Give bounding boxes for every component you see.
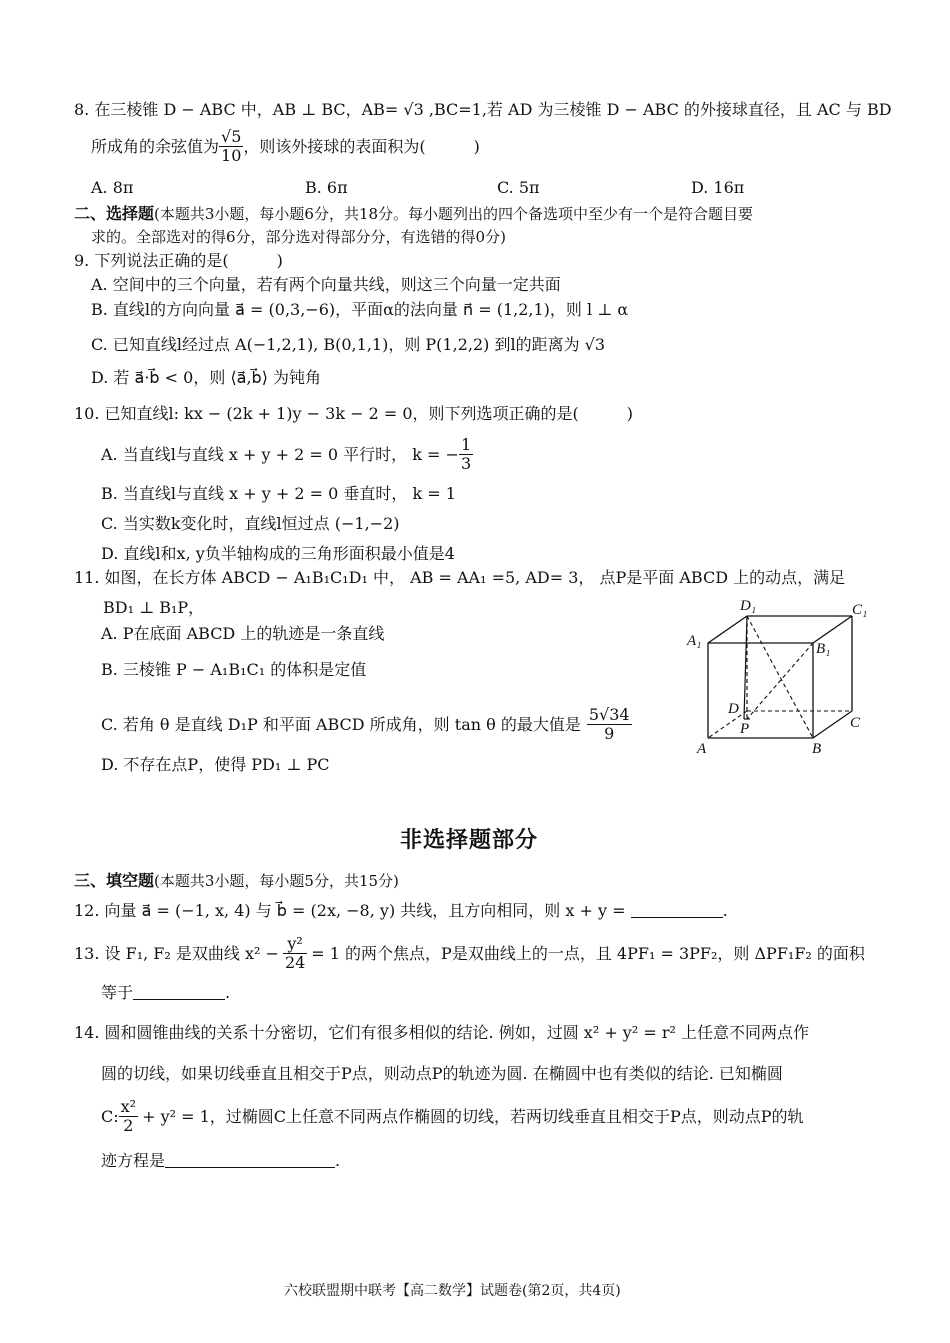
q14-end: . <box>335 1151 341 1170</box>
q11-line1: 11. 如图，在长方体 ABCD − A₁B₁C₁D₁ 中， AB = AA₁ =5, AD= 3， 点P是平面 ABCD 上的动点，满足 <box>74 568 846 587</box>
q14-fraction <box>119 1098 138 1135</box>
q8-frac-denominator: 10 <box>221 146 242 165</box>
q10-frac-numerator: 1 <box>460 435 472 454</box>
label-a: A <box>697 741 707 757</box>
section2-desc1: (本题共3小题，每小题6分，共18分。每小题列出的四个备选项中至少有一个是符合题目要 <box>154 205 754 223</box>
q11-option-b: B. 三棱锥 P − A₁B₁C₁ 的体积是定值 <box>101 660 367 679</box>
label-d: D <box>728 701 739 717</box>
q13-fraction <box>283 935 307 972</box>
q14-line3-pre: C: <box>101 1106 119 1126</box>
q13-frac-numerator: y² <box>283 935 307 954</box>
q14-line4-text: 迹方程是 <box>101 1151 166 1170</box>
q11-cuboid-figure <box>680 595 880 760</box>
q9-option-c: C. 已知直线l经过点 A(−1,2,1), B(0,1,1)，则 P(1,2,2) 到l的距离为 √3 <box>91 335 606 354</box>
q9-stem: 9. 下列说法正确的是( ) <box>74 251 283 270</box>
q13-pre: 13. 设 F₁, F₂ 是双曲线 x² − <box>74 943 279 963</box>
q10-stem: 10. 已知直线l: kx − (2k + 1)y − 3k − 2 = 0，则下列选项正确的是( ) <box>74 404 634 423</box>
label-b1: B₁ <box>816 641 831 657</box>
q8-option-a: A. 8π <box>91 178 134 197</box>
q14-line1: 14. 圆和圆锥曲线的关系十分密切，它们有很多相似的结论. 例如，过圆 x² + y² = r² 上任意不同两点作 <box>74 1023 809 1042</box>
label-p: P <box>740 721 750 737</box>
q8-options <box>91 178 744 197</box>
q11-frac-denominator: 9 <box>604 724 615 743</box>
q13-line1 <box>74 935 865 972</box>
q8-line2 <box>91 128 480 165</box>
line-d1b <box>747 616 813 738</box>
q11-line2: BD₁ ⊥ B₁P， <box>103 598 205 617</box>
section2-title: 二、选择题 <box>74 204 155 223</box>
q10-option-a-text: A. 当直线l与直线 x + y + 2 = 0 平行时， k = − <box>101 444 459 464</box>
q8-line2-post: ，则该外接球的表面积为( ) <box>243 136 480 156</box>
q13-answer-blank[interactable] <box>133 983 225 1000</box>
label-c: C <box>850 715 861 731</box>
q10-option-a-fraction <box>459 436 473 473</box>
q13-end: . <box>225 983 231 1002</box>
section2-desc2: 求的。全部选对的得6分，部分选对得部分分，有选错的得0分) <box>91 228 506 246</box>
q8-option-b: B. 6π <box>305 178 348 197</box>
line-b1p <box>747 643 813 719</box>
q13-line2-text: 等于 <box>101 983 134 1002</box>
q13-frac-denominator: 24 <box>284 953 306 972</box>
q10-option-d: D. 直线l和x, y负半轴构成的三角形面积最小值是4 <box>101 544 455 563</box>
q14-line3 <box>101 1098 804 1135</box>
q11-option-c-fraction <box>587 706 632 743</box>
section3-heading <box>74 870 399 892</box>
label-d1: D₁ <box>740 598 757 614</box>
q10-option-b: B. 当直线l与直线 x + y + 2 = 0 垂直时， k = 1 <box>101 484 456 503</box>
q11-option-c-text: C. 若角 θ 是直线 D₁P 和平面 ABCD 所成角，则 tan θ 的最大值是 <box>101 714 581 734</box>
q13-line2 <box>101 982 230 1004</box>
q11-option-d: D. 不存在点P，使得 PD₁ ⊥ PC <box>101 755 330 774</box>
q14-frac-denominator: 2 <box>123 1116 134 1135</box>
q10-option-a <box>101 436 473 473</box>
q14-line2: 圆的切线，如果切线垂直且相交于P点，则动点P的轨迹为圆. 在椭圆中也有类似的结论. 已知椭圆 <box>101 1064 783 1083</box>
section3-desc: (本题共3小题，每小题5分，共15分) <box>154 872 399 890</box>
q8-option-d: D. 16π <box>691 178 745 197</box>
q8-option-c: C. 5π <box>497 178 540 197</box>
q9-option-a: A. 空间中的三个向量，若有两个向量共线，则这三个向量一定共面 <box>91 275 561 294</box>
q8-fraction <box>219 128 243 165</box>
q8-frac-numerator: √5 <box>221 127 242 146</box>
q11-option-a: A. P在底面 ABCD 上的轨迹是一条直线 <box>101 624 385 643</box>
label-a1: A₁ <box>687 633 702 649</box>
q8-line2-pre: 所成角的余弦值为 <box>91 136 220 156</box>
page-footer: 六校联盟期中联考【高二数学】试题卷(第2页，共4页) <box>284 1283 621 1299</box>
q14-answer-blank[interactable] <box>165 1151 335 1168</box>
q14-frac-numerator: x² <box>120 1097 137 1116</box>
edge-c1b1 <box>813 616 852 643</box>
q10-frac-denominator: 3 <box>460 454 472 473</box>
edge-d1a1 <box>708 616 747 643</box>
q12-end: . <box>722 901 728 920</box>
q9-option-d: D. 若 a⃗·b⃗ < 0，则 ⟨a⃗,b⃗⟩ 为钝角 <box>91 368 322 387</box>
label-c1: C₁ <box>852 602 868 618</box>
edge-bc <box>813 711 852 738</box>
section2-line1 <box>74 203 753 225</box>
q8-line1: 8. 在三棱锥 D − ABC 中，AB ⊥ BC，AB= √3 ,BC=1,若 AD 为三棱锥 D − ABC 的外接球直径，且 AC 与 BD <box>74 100 892 119</box>
q12-answer-blank[interactable] <box>631 901 723 918</box>
q11-frac-numerator: 5√34 <box>588 705 630 724</box>
q12 <box>74 900 728 922</box>
q11-option-c <box>101 706 632 743</box>
q14-line3-post: + y² = 1，过椭圆C上任意不同两点作椭圆的切线，若两切线垂直且相交于P点，则动点P的轨 <box>142 1106 804 1126</box>
q10-option-c: C. 当实数k变化时，直线l恒过点 (−1,−2) <box>101 514 400 533</box>
section3-title: 三、填空题 <box>74 871 155 890</box>
q14-line4 <box>101 1150 340 1172</box>
q13-post: = 1 的两个焦点，P是双曲线上的一点，且 4PF₁ = 3PF₂，则 ΔPF₁F₂ 的面积 <box>311 943 865 963</box>
part-title: 非选择题部分 <box>400 827 539 853</box>
q9-option-b: B. 直线l的方向向量 a⃗ = (0,3,−6)，平面α的法向量 n⃗ = (1,2,1)，则 l ⊥ α <box>91 300 629 319</box>
q12-text: 12. 向量 a⃗ = (−1, x, 4) 与 b⃗ = (2x, −8, y) 共线，且方向相同，则 x + y = <box>74 901 626 920</box>
label-b: B <box>812 741 822 757</box>
